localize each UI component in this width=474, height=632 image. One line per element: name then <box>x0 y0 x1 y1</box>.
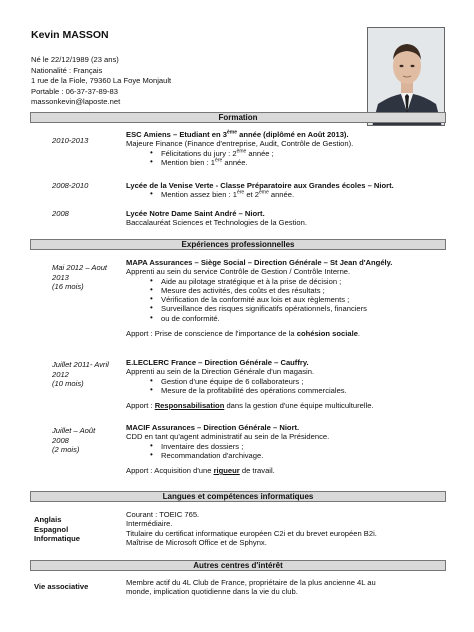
entry-bullets <box>150 149 446 168</box>
entry-body <box>126 358 446 410</box>
list-item: • Vérification de la conformité aux lois et aux règlements ; <box>150 295 446 304</box>
entry-title: MAPA Assurances – Siège Social – Direction Générale – St Jean d'Angély. <box>126 258 393 267</box>
list-item: • Mention bien : 1ère année. <box>150 158 446 167</box>
section-formation: Formation <box>30 112 446 123</box>
langues-body: Courant : TOEIC 765. Intermédiaire. Titulaire du certificat informatique européen C2i et du brevet européen B2i. Maîtrise de Microsoft Office et de Sphynx. <box>126 510 377 547</box>
entry-apport: Apport : Acquisition d'une rigueur de travail. <box>126 466 275 475</box>
list-item: • Félicitations du jury : 2ème année ; <box>150 149 446 158</box>
list-item: • Inventaire des dossiers ; <box>150 442 446 451</box>
entry-apport: Apport : Prise de conscience de l'importance de la cohésion sociale. <box>126 328 361 338</box>
nationality: Nationalité : Français <box>31 65 103 75</box>
section-experiences: Expériences professionnelles <box>30 239 446 250</box>
interets-body: Membre actif du 4L Club de France, propriétaire de la plus ancienne 4L au monde, implication quotidienne dans la vie du club. <box>126 578 376 597</box>
list-item: • Mention assez bien : 1ère et 2ème année. <box>150 190 446 199</box>
entry-body <box>126 181 446 200</box>
entry-line: CDD en tant qu'agent administratif au sein de la Présidence. <box>126 432 330 442</box>
entry-bullets <box>150 277 446 323</box>
entry-line: Baccalauréat Sciences et Technologies de la Gestion. <box>126 218 307 228</box>
list-item: • Surveillance des risques significatifs opérationnels, financiers <box>150 304 446 313</box>
list-item: • Recommandation d'archivage. <box>150 451 446 460</box>
entry-line: Apprenti au sein du service Contrôle de Gestion / Contrôle Interne. <box>126 267 351 277</box>
section-langues: Langues et compétences informatiques <box>30 491 446 502</box>
entry-line: Majeure Finance (Finance d'entreprise, Audit, Contrôle de Gestion). <box>126 139 354 149</box>
phone: Portable : 06-37-37-89-83 <box>31 86 118 96</box>
list-item: • Mesure de la profitabilité des opérations commerciales. <box>150 386 446 395</box>
list-item: • Gestion d'une équipe de 6 collaborateurs ; <box>150 377 446 386</box>
entry-body <box>126 258 446 338</box>
entry-date: Juillet 2011- Avril 2012 (10 mois) <box>52 360 109 388</box>
entry-line: Apprenti au sein de la Direction Générale d'un magasin. <box>126 367 315 377</box>
birth-date: Né le 22/12/1989 (23 ans) <box>31 55 119 64</box>
entry-bullets <box>150 190 446 199</box>
entry-bullets <box>150 377 446 396</box>
entry-date: 2010-2013 <box>52 136 89 145</box>
section-interets: Autres centres d'intérêt <box>30 560 446 571</box>
langues-labels: Anglais Espagnol Informatique <box>34 515 80 543</box>
entry-date: Mai 2012 – Aout 2013 (16 mois) <box>52 263 108 291</box>
entry-body <box>126 130 446 167</box>
email: massonkevin@laposte.net <box>31 97 121 106</box>
entry-date: 2008 <box>52 209 69 218</box>
entry-bullets <box>150 442 446 461</box>
entry-title: E.LECLERC France – Direction Générale – Cauffry. <box>126 358 309 367</box>
entry-date: 2008-2010 <box>52 181 89 190</box>
entry-body <box>126 423 446 475</box>
list-item-continuation: • ou de conformité. <box>150 314 446 323</box>
entry-date: Juillet – Août 2008 (2 mois) <box>52 426 96 454</box>
contact-block <box>31 55 171 108</box>
entry-body <box>126 209 446 228</box>
list-item: • Aide au pilotage stratégique et à la prise de décision ; <box>150 277 446 286</box>
entry-title: Lycée Notre Dame Saint André – Niort. <box>126 209 265 218</box>
list-item: • Mesure des activités, des coûts et des résultats ; <box>150 286 446 295</box>
interets-label: Vie associative <box>34 582 89 591</box>
address: 1 rue de la Fiole, 79360 La Foye Monjault <box>31 76 172 85</box>
entry-title: ESC Amiens – Etudiant en 3ème année (diplômé en Août 2013). <box>126 129 349 139</box>
entry-apport: Apport : Responsabilisation dans la gestion d'une équipe multiculturelle. <box>126 401 374 410</box>
candidate-name: Kevin MASSON <box>31 29 109 41</box>
entry-title: Lycée de la Venise Verte - Classe Préparatoire aux Grandes écoles – Niort. <box>126 181 394 190</box>
entry-title: MACIF Assurances – Direction Générale – Niort. <box>126 423 300 432</box>
